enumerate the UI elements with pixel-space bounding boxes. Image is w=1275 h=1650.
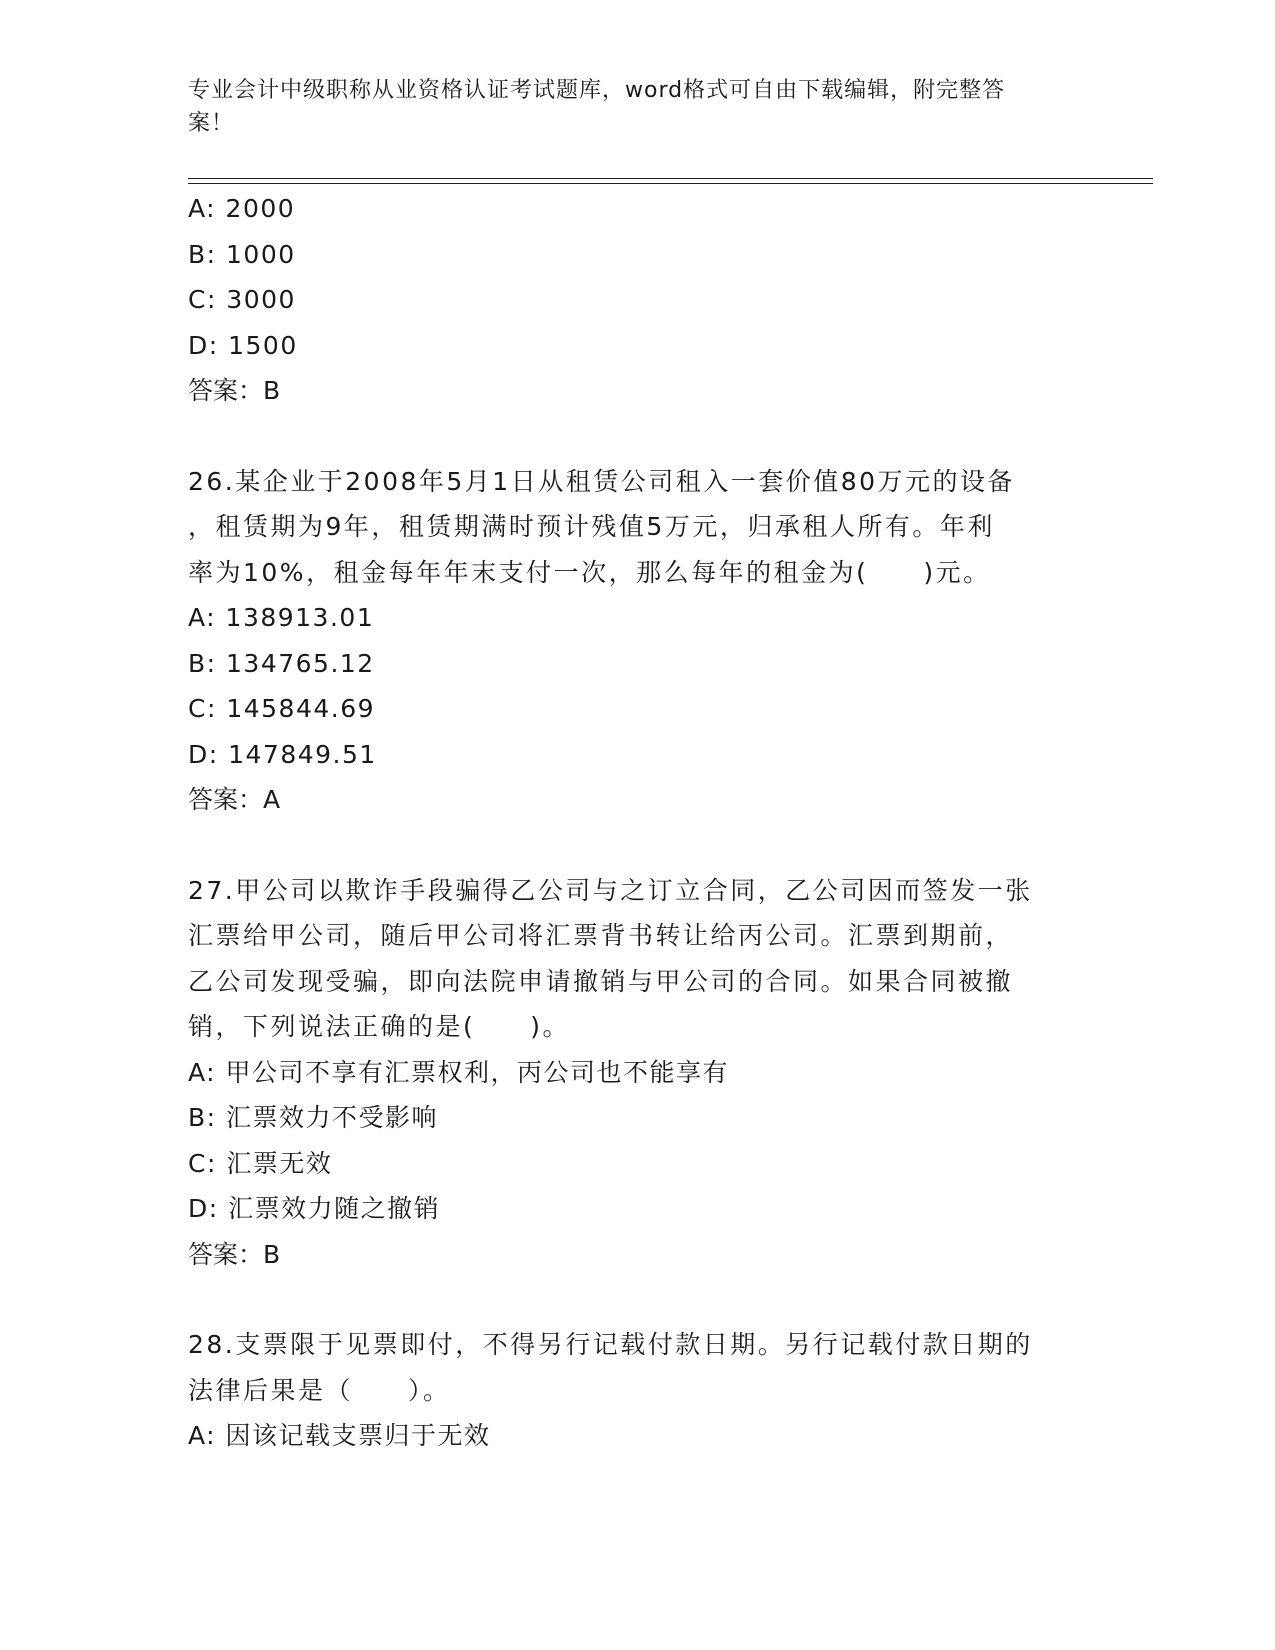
stem-line: ，租赁期为9年，租赁期满时预计残值5万元，归承租人所有。年利: [188, 512, 995, 541]
question-25-tail: [188, 186, 1088, 414]
header-divider: [188, 178, 1153, 184]
stem-line: 27.甲公司以欺诈手段骗得乙公司与之订立合同，乙公司因而签发一张: [188, 875, 1033, 905]
option-c: C: 汇票无效: [188, 1148, 333, 1178]
option-d: D: 汇票效力随之撤销: [188, 1194, 441, 1223]
option-d: D: 147849.51: [188, 739, 377, 769]
question-stem: [188, 459, 1088, 596]
question-28: [188, 1322, 1088, 1459]
header-line-2: 案！: [188, 111, 235, 136]
option-c: C: 145844.69: [188, 694, 376, 723]
page-header: [188, 74, 1088, 140]
option-a: A: 138913.01: [188, 603, 375, 632]
option-c: C: 3000: [188, 285, 296, 314]
option-b: B: 134765.12: [188, 648, 375, 678]
question-list: [188, 186, 1088, 1459]
option-a: A: 2000: [188, 194, 296, 223]
stem-line: 法律后果是（ ）。: [188, 1375, 451, 1405]
answer: 答案：A: [188, 785, 281, 814]
answer: 答案：B: [188, 1239, 281, 1269]
option-d: D: 1500: [188, 330, 298, 360]
stem-line: 28.支票限于见票即付，不得另行记载付款日期。另行记载付款日期的: [188, 1330, 1033, 1359]
question-26: [188, 459, 1088, 823]
option-a: A: 甲公司不享有汇票权利，丙公司也不能享有: [188, 1057, 730, 1087]
option-b: B: 汇票效力不受影响: [188, 1103, 439, 1132]
option-b: B: 1000: [188, 239, 296, 269]
question-stem: [188, 1322, 1088, 1413]
stem-line: 乙公司发现受骗，即向法院申请撤销与甲公司的合同。如果合同被撤: [188, 966, 1014, 996]
question-stem: [188, 868, 1088, 1050]
stem-line: 销，下列说法正确的是( )。: [188, 1012, 571, 1041]
stem-line: 26.某企业于2008年5月1日从租赁公司租入一套价值80万元的设备: [188, 466, 1016, 496]
option-a: A: 因该记载支票归于无效: [188, 1421, 491, 1450]
answer: 答案：B: [188, 376, 281, 405]
stem-line: 汇票给甲公司，随后甲公司将汇票背书转让给丙公司。汇票到期前，: [188, 921, 1014, 950]
question-27: [188, 868, 1088, 1278]
stem-line: 率为10%，租金每年年末支付一次，那么每年的租金为( )元。: [188, 557, 991, 587]
header-line-1: 专业会计中级职称从业资格认证考试题库，word格式可自由下载编辑，附完整答: [188, 78, 1006, 103]
